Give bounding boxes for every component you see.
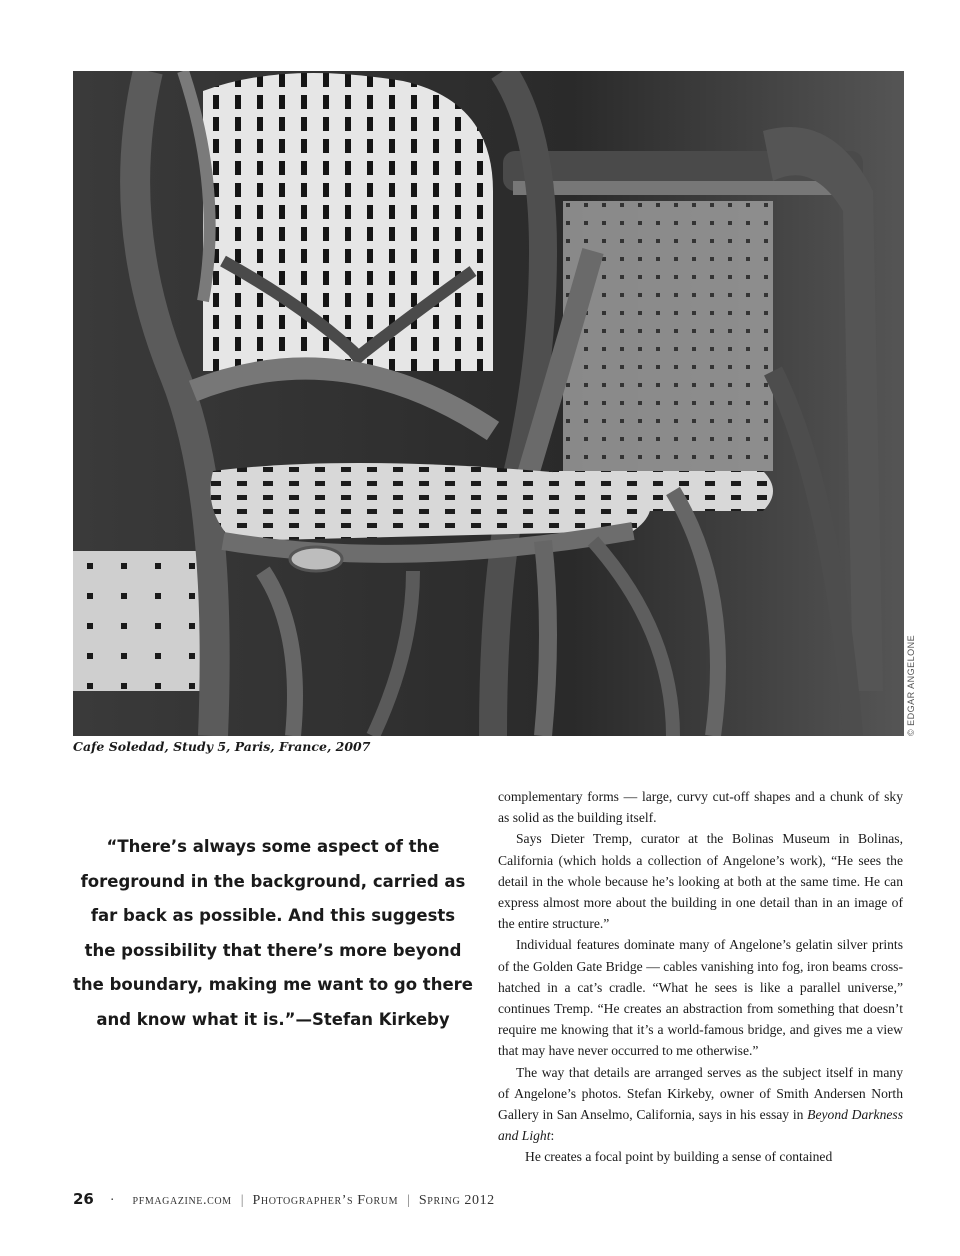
footer-issue: Spring 2012 — [418, 1193, 495, 1208]
page-footer — [73, 1190, 495, 1209]
cafe-chairs-photograph-icon — [73, 71, 904, 736]
page-number: 26 — [73, 1190, 94, 1208]
footer-separator: | — [407, 1193, 410, 1208]
article-paragraph: Individual features dominate many of Angelone’s gelatin silver prints of the Golden Gate Bridge — cables vanishing into fog, iron beams cross-hatched in a cat’s cradle. “What he sees is like a parallel universe,” continues Tremp. “He creates an abstraction from something that doesn’t require me knowing that it’s a world-famous bridge, and gives me a view that may have never occurred to me otherwise.” — [498, 937, 903, 1059]
article-paragraph — [498, 1062, 903, 1147]
footer-publication: Photographer’s Forum — [252, 1193, 399, 1208]
footer-separator: | — [240, 1193, 244, 1208]
article-body — [498, 786, 903, 1168]
photograph-cafe-chairs — [73, 71, 904, 736]
essay-title: Beyond Darkness and Light — [498, 1107, 903, 1144]
article-paragraph: Says Dieter Tremp, curator at the Bolinas Museum in Bolinas, California (which holds a collection of Angelone’s work), “He sees the detail in the whole because he’s looking at both at the same time. He can express almost more about the building in one detail than in an image of the entire structure.” — [498, 831, 903, 932]
article-text: : — [550, 1128, 555, 1144]
article-text: The way that details are arranged serves as the subject itself in many of Angelone’s photos. Stefan Kirkeby, owner of Smith Andersen North Gallery in San Anselmo, California, says in his essay in — [498, 1064, 903, 1123]
block-quote: He creates a focal point by building a sense of contained — [525, 1149, 833, 1165]
footer-site: pfmagazine.com — [132, 1193, 232, 1208]
article-paragraph: complementary forms — large, curvy cut-off shapes and a chunk of sky as solid as the building itself. — [498, 789, 903, 826]
photo-credit: © EDGAR ANGELONE — [906, 634, 916, 736]
pull-quote: “There’s always some aspect of the foreground in the background, carried as far back as possible. And this suggests the possibility that there’s more beyond the boundary, making me want to go there and know what it is.”—Stefan Kirkeby — [73, 837, 473, 1029]
photo-caption: Cafe Soledad, Study 5, Paris, France, 2007 — [73, 739, 371, 754]
footer-dot: · — [109, 1193, 115, 1208]
